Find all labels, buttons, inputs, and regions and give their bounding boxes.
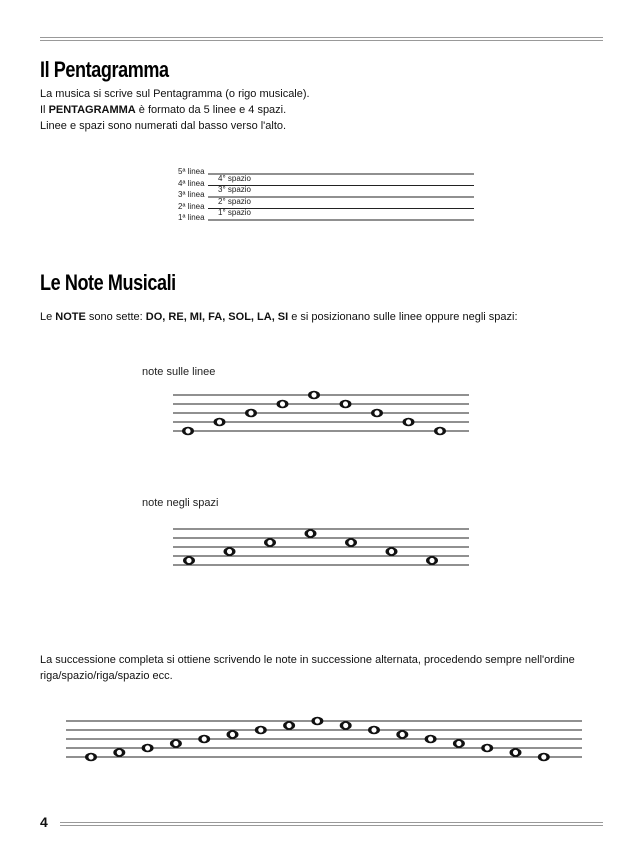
full-note-14 <box>453 739 465 748</box>
notes-intro: Le NOTE sono sette: DO, RE, MI, FA, SOL, LA, SI e si posizionano sulle linee oppure negli spazi: <box>40 311 518 323</box>
lines-note-5 <box>308 391 320 400</box>
full-note-11 <box>368 726 380 735</box>
description-line-1: La musica si scrive sul Pentagramma (o rigo musicale). <box>40 88 310 100</box>
label-note-sulle-linee: note sulle linee <box>142 366 216 378</box>
full-note-17 <box>538 753 550 762</box>
pentagramma-bold: PENTAGRAMMA <box>48 104 136 116</box>
full-note-16 <box>510 748 522 757</box>
spaces-note-7 <box>426 556 438 565</box>
full-note-8 <box>283 721 295 730</box>
full-note-1 <box>85 753 97 762</box>
space-label-3: 3° spazio <box>218 185 251 194</box>
description-line-3: Linee e spazi sono numerati dal basso verso l'alto. <box>40 120 287 132</box>
bottom-rule-2 <box>60 825 603 826</box>
lines-note-2 <box>214 418 226 427</box>
lines-note-1 <box>182 427 194 436</box>
line-label-2: 2ª linea <box>178 202 205 211</box>
spaces-note-2 <box>224 547 236 556</box>
section-title-note-musicali: Le Note Musicali <box>40 270 176 295</box>
notes-list: DO, RE, MI, FA, SOL, LA, SI <box>145 311 289 323</box>
line-label-5: 5ª linea <box>178 167 205 176</box>
bottom-rule <box>60 822 603 823</box>
full-note-10 <box>340 721 352 730</box>
spaces-note-4 <box>305 529 317 538</box>
full-note-9 <box>311 717 323 726</box>
succession-text: La successione completa si ottiene scrivendo le note in successione alternata, procedendo sempre nell'ordine riga/spazio/riga/spazio ecc. <box>40 654 575 682</box>
spaces-note-3 <box>264 538 276 547</box>
full-note-2 <box>113 748 125 757</box>
lines-note-9 <box>434 427 446 436</box>
pentagramma-description <box>40 86 610 134</box>
full-note-13 <box>425 735 437 744</box>
line-label-1: 1ª linea <box>178 213 205 222</box>
label-note-negli-spazi: note negli spazi <box>142 497 219 509</box>
section-title-pentagramma: Il Pentagramma <box>40 57 169 82</box>
lines-note-6 <box>340 400 352 409</box>
full-note-6 <box>227 730 239 739</box>
lines-note-4 <box>277 400 289 409</box>
note-bold: NOTE <box>55 311 86 323</box>
lines-note-7 <box>371 409 383 418</box>
full-note-15 <box>481 744 493 753</box>
top-rule <box>40 37 603 38</box>
full-note-3 <box>142 744 154 753</box>
page-number: 4 <box>40 814 48 830</box>
lines-note-8 <box>403 418 415 427</box>
full-note-7 <box>255 726 267 735</box>
top-rule-2 <box>40 40 603 41</box>
line-label-4: 4ª linea <box>178 179 205 188</box>
spaces-note-6 <box>386 547 398 556</box>
lines-note-3 <box>245 409 257 418</box>
full-note-12 <box>396 730 408 739</box>
full-note-5 <box>198 735 210 744</box>
description-line-2: Il PENTAGRAMMA è formato da 5 linee e 4 spazi. <box>40 104 287 116</box>
space-label-1: 1° spazio <box>218 208 251 217</box>
space-label-2: 2° spazio <box>218 197 251 206</box>
full-note-4 <box>170 739 182 748</box>
spaces-note-5 <box>345 538 357 547</box>
line-label-3: 3ª linea <box>178 190 205 199</box>
space-label-4: 4° spazio <box>218 174 251 183</box>
spaces-note-1 <box>183 556 195 565</box>
